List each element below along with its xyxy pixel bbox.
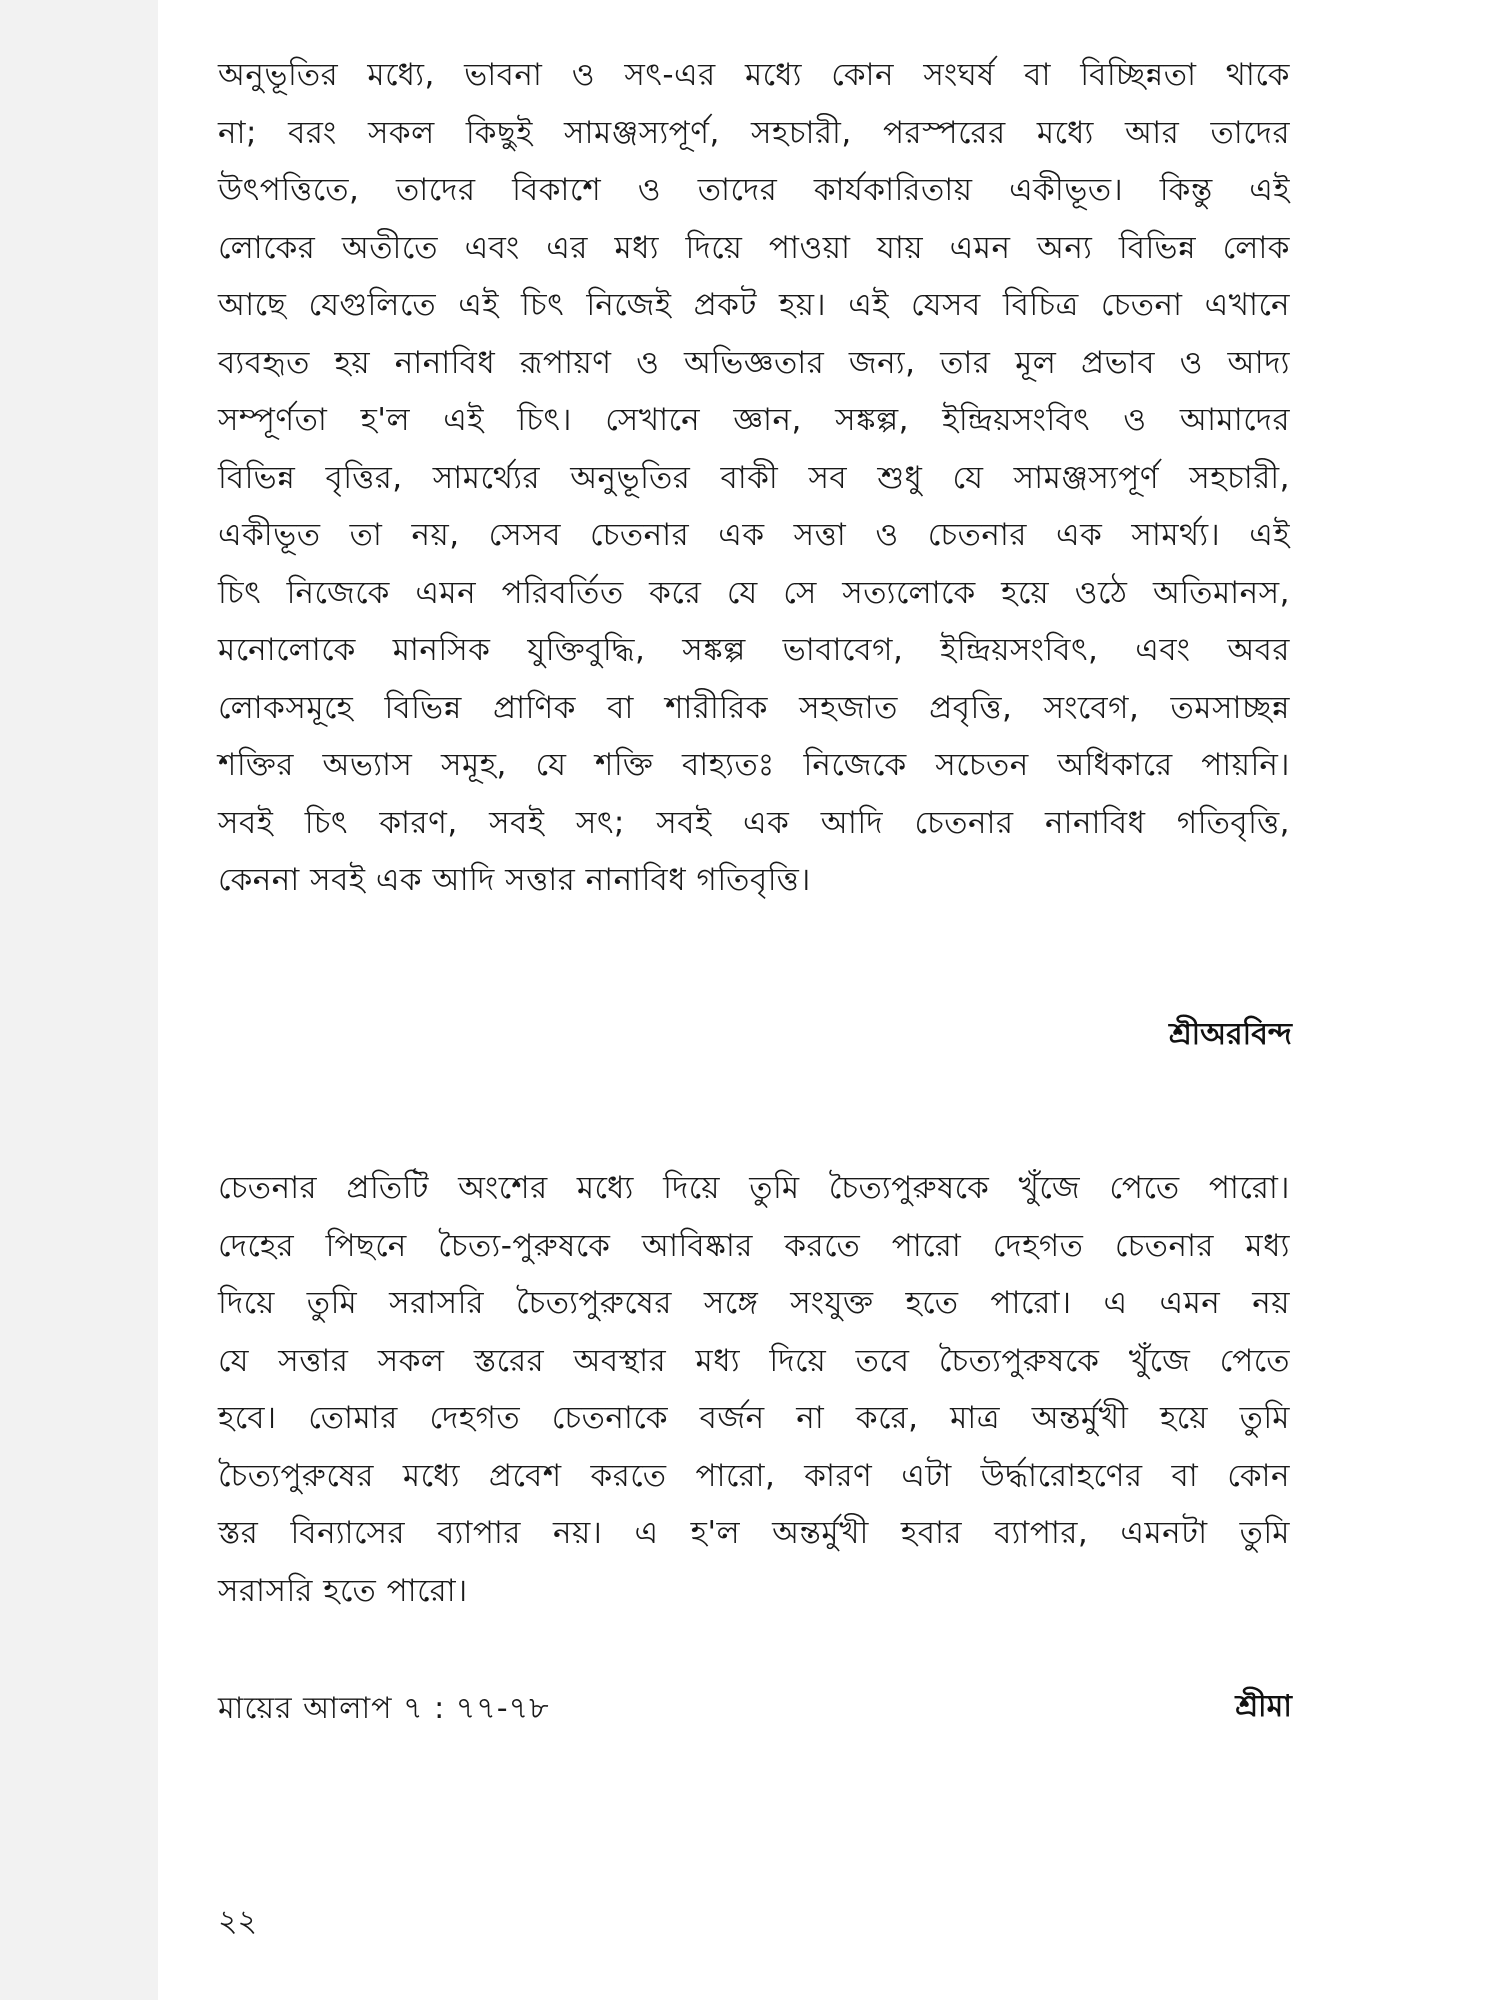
text-line: দেহের পিছনে চৈত্য-পুরুষকে আবিষ্কার করতে পারো দেহগত চেতনার মধ্য [218, 1227, 1290, 1264]
text-line: হবে। তোমার দেহগত চেতনাকে বর্জন না করে, মাত্র অন্তর্মুখী হয়ে তুমি [218, 1400, 1290, 1436]
text-line: লোকের অতীতে এবং এর মধ্য দিয়ে পাওয়া যায় এমন অন্য বিভিন্ন লোক [218, 229, 1290, 266]
author-attribution: শ্রীঅরবিন্দ [1168, 1017, 1292, 1052]
author-attribution: শ্রীমা [1235, 1689, 1292, 1724]
text-line: সরাসরি হতে পারো। [218, 1572, 468, 1609]
text-line: শক্তির অভ্যাস সমূহ, যে শক্তি বাহ্যতঃ নিজেকে সচেতন অধিকারে পায়নি। [218, 747, 1290, 783]
text-line: না; বরং সকল কিছুই সামঞ্জস্যপূর্ণ, সহচারী, পরস্পরের মধ্যে আর তাদের [218, 114, 1290, 151]
text-line: বিভিন্ন বৃত্তির, সামর্থ্যের অনুভূতির বাকী সব শুধু যে সামঞ্জস্যপূর্ণ সহচারী, [218, 459, 1290, 496]
text-line: মনোলোকে মানসিক যুক্তিবুদ্ধি, সঙ্কল্প ভাবাবেগ, ইন্দ্রিয়সংবিৎ, এবং অবর [218, 632, 1290, 668]
passage-the-mother [218, 1160, 1290, 1620]
text-line: লোকসমূহে বিভিন্ন প্রাণিক বা শারীরিক সহজাত প্রবৃত্তি, সংবেগ, তমসাচ্ছন্ন [218, 689, 1290, 726]
page-number: ২২ [218, 1904, 258, 1939]
text-line: স্তর বিন্যাসের ব্যাপার নয়। এ হ'ল অন্তর্মুখী হবার ব্যাপার, এমনটা তুমি [218, 1515, 1290, 1551]
source-citation: মায়ের আলাপ ৭ : ৭৭-৭৮ [218, 1691, 550, 1726]
text-line: আছে যেগুলিতে এই চিৎ নিজেই প্রকট হয়। এই যেসব বিচিত্র চেতনা এখানে [218, 287, 1290, 323]
passage-sri-aurobindo [218, 47, 1290, 910]
text-line: কেননা সবই এক আদি সত্তার নানাবিধ গতিবৃত্তি। [218, 862, 811, 898]
text-line: অনুভূতির মধ্যে, ভাবনা ও সৎ-এর মধ্যে কোন সংঘর্ষ বা বিচ্ছিন্নতা থাকে [218, 57, 1290, 93]
text-line: একীভূত তা নয়, সেসব চেতনার এক সত্তা ও চেতনার এক সামর্থ্য। এই [218, 517, 1290, 553]
text-line: সম্পূর্ণতা হ'ল এই চিৎ। সেখানে জ্ঞান, সঙ্কল্প, ইন্দ্রিয়সংবিৎ ও আমাদের [218, 402, 1290, 438]
text-line: যে সত্তার সকল স্তরের অবস্থার মধ্য দিয়ে তবে চৈত্যপুরুষকে খুঁজে পেতে [218, 1342, 1290, 1379]
text-line: চিৎ নিজেকে এমন পরিবর্তিত করে যে সে সত্যলোকে হয়ে ওঠে অতিমানস, [218, 574, 1290, 611]
text-line: চেতনার প্রতিটি অংশের মধ্যে দিয়ে তুমি চৈত্যপুরুষকে খুঁজে পেতে পারো। [218, 1170, 1290, 1206]
text-line: উৎপত্তিতে, তাদের বিকাশে ও তাদের কার্যকারিতায় একীভূত। কিন্তু এই [218, 172, 1290, 208]
text-line: চৈত্যপুরুষের মধ্যে প্রবেশ করতে পারো, কারণ এটা উর্দ্ধারোহণের বা কোন [218, 1457, 1290, 1494]
text-line: ব্যবহৃত হয় নানাবিধ রূপায়ণ ও অভিজ্ঞতার জন্য, তার মূল প্রভাব ও আদ্য [218, 344, 1290, 381]
text-line: সবই চিৎ কারণ, সবই সৎ; সবই এক আদি চেতনার নানাবিধ গতিবৃত্তি, [218, 804, 1290, 841]
text-line: দিয়ে তুমি সরাসরি চৈত্যপুরুষের সঙ্গে সংযুক্ত হতে পারো। এ এমন নয় [218, 1285, 1290, 1321]
scan-margin [0, 0, 158, 2000]
